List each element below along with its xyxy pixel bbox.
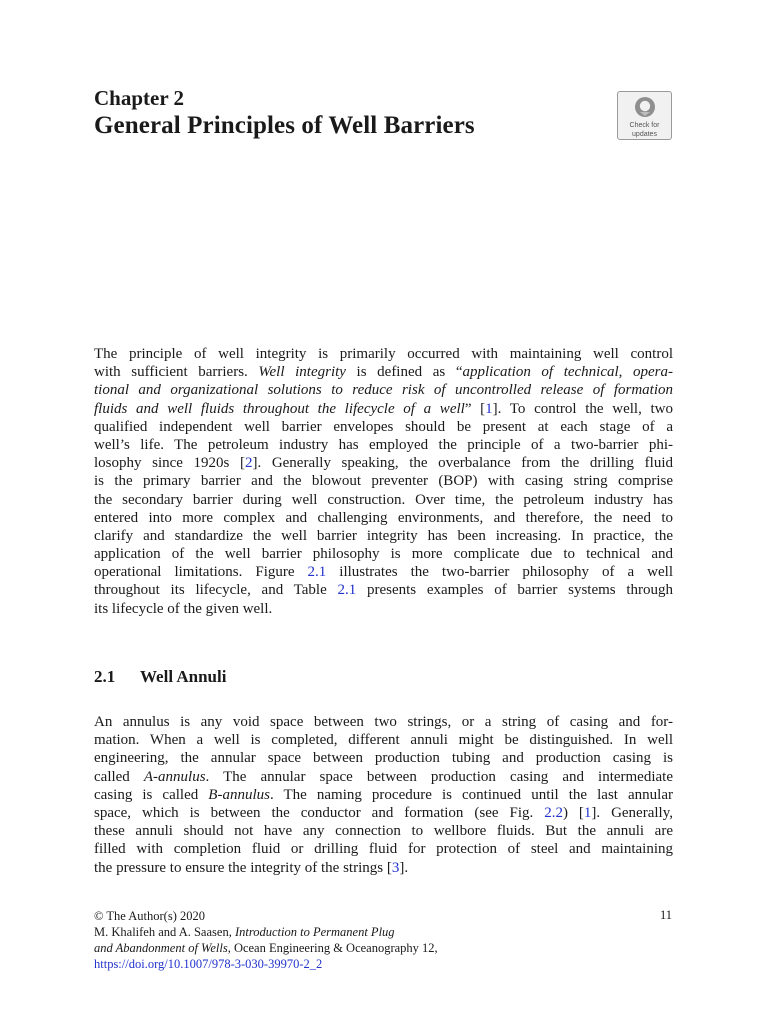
page-number: 11: [659, 908, 672, 922]
badge-line-1: Check for: [629, 122, 660, 129]
check-for-updates-badge[interactable]: [617, 91, 672, 140]
italic-text: Well integrity: [258, 364, 346, 381]
crossmark-icon: [632, 96, 658, 120]
text-line: engineering, the annular space between production tubing and production casing is: [94, 750, 673, 767]
text-line: these annuli should not have any connection to wellbore fluids. But the annuli are: [94, 823, 673, 840]
text-line: casing is called B-annulus. The naming procedure is continued until the last annular: [94, 786, 673, 803]
text-line: mation. When a well is completed, different annuli might be distinguished. In well: [94, 732, 673, 749]
italic-text: fluids and well fluids throughout the lifecycle of a well: [94, 400, 465, 417]
text-line: throughout its lifecycle, and Table 2.1 presents examples of barrier systems through: [94, 582, 673, 599]
text-line: An annulus is any void space between two strings, or a string of casing and for-: [94, 714, 673, 730]
text-line: losophy since 1920s [2]. Generally speaking, the overbalance from the drilling fluid: [94, 455, 673, 472]
text-line: and Abandonment of Wells, Ocean Engineering & Oceanography 12,: [94, 941, 438, 955]
reference-link[interactable]: 2.2: [544, 804, 563, 821]
reference-link[interactable]: 2: [244, 455, 253, 472]
text-line: its lifecycle of the given well.: [94, 600, 273, 617]
italic-text: and Abandonment of Wells: [94, 941, 228, 955]
text-line: space, which is between the conductor and formation (see Fig. 2.2) [1]. Generally,: [94, 804, 673, 821]
text-line: [94, 956, 673, 972]
text-line: The principle of well integrity is primarily occurred with maintaining well control: [94, 346, 673, 362]
section-title: Well Annuli: [140, 667, 227, 686]
chapter-label: Chapter 2: [94, 86, 185, 110]
italic-text: Introduction to Permanent Plug: [234, 925, 395, 939]
text-line: with sufficient barriers. Well integrity is defined as “application of technical, opera-: [94, 364, 674, 381]
badge-line-2: updates: [632, 131, 657, 138]
reference-link[interactable]: 1: [583, 804, 592, 821]
text-line: M. Khalifeh and A. Saasen, Introduction to Permanent Plug: [94, 925, 395, 939]
reference-link[interactable]: 2.1: [337, 582, 357, 599]
annuli-paragraph: [94, 713, 673, 877]
text-line: called A-annulus. The annular space between production casing and intermediate: [94, 768, 673, 785]
text-line: operational limitations. Figure 2.1 illustrates the two-barrier philosophy of a well: [94, 564, 673, 581]
text-line: © The Author(s) 2020: [94, 909, 205, 923]
footer-credits: [94, 908, 673, 972]
italic-text: tional and organizational solutions to reduce risk of uncontrolled release of formation: [94, 382, 673, 399]
reference-link[interactable]: https://doi.org/10.1007/978-3-030-39970-2_2: [94, 957, 323, 971]
italic-text: B-annulus: [208, 786, 270, 803]
text-line: well’s life. The petroleum industry has employed the principle of a two-barrier phi-: [94, 436, 673, 453]
reference-link[interactable]: 3: [391, 859, 400, 876]
text-line: application of the well barrier philosophy is more complicate due to technical and: [94, 546, 673, 563]
text-line: [94, 381, 673, 399]
text-line: entered into more complex and challenging environments, and therefore, the need to: [94, 509, 673, 526]
italic-text: application of technical, opera-: [462, 364, 674, 381]
section-heading: [94, 667, 226, 687]
text-line: qualified independent well barrier envelopes should be present at each stage of a: [94, 418, 673, 435]
reference-link[interactable]: 2.1: [307, 564, 327, 581]
intro-paragraph: [94, 345, 673, 618]
italic-text: A-annulus: [143, 768, 206, 785]
text-line: filled with completion fluid or drilling fluid for protection of steel and maintaining: [94, 841, 673, 858]
text-line: the pressure to ensure the integrity of the strings [3].: [94, 859, 409, 876]
text-line: fluids and well fluids throughout the lifecycle of a well” [1]. To control the well, two: [94, 400, 673, 417]
text-line: clarify and standardize the well barrier integrity has been increasing. In practice, the: [94, 527, 673, 544]
chapter-title: General Principles of Well Barriers: [94, 112, 475, 139]
text-line: the secondary barrier during well construction. Over time, the petroleum industry has: [94, 491, 673, 508]
reference-link[interactable]: 1: [485, 400, 493, 417]
section-number: 2.1: [94, 667, 116, 686]
text-line: is the primary barrier and the blowout preventer (BOP) with casing string comprise: [94, 473, 673, 490]
